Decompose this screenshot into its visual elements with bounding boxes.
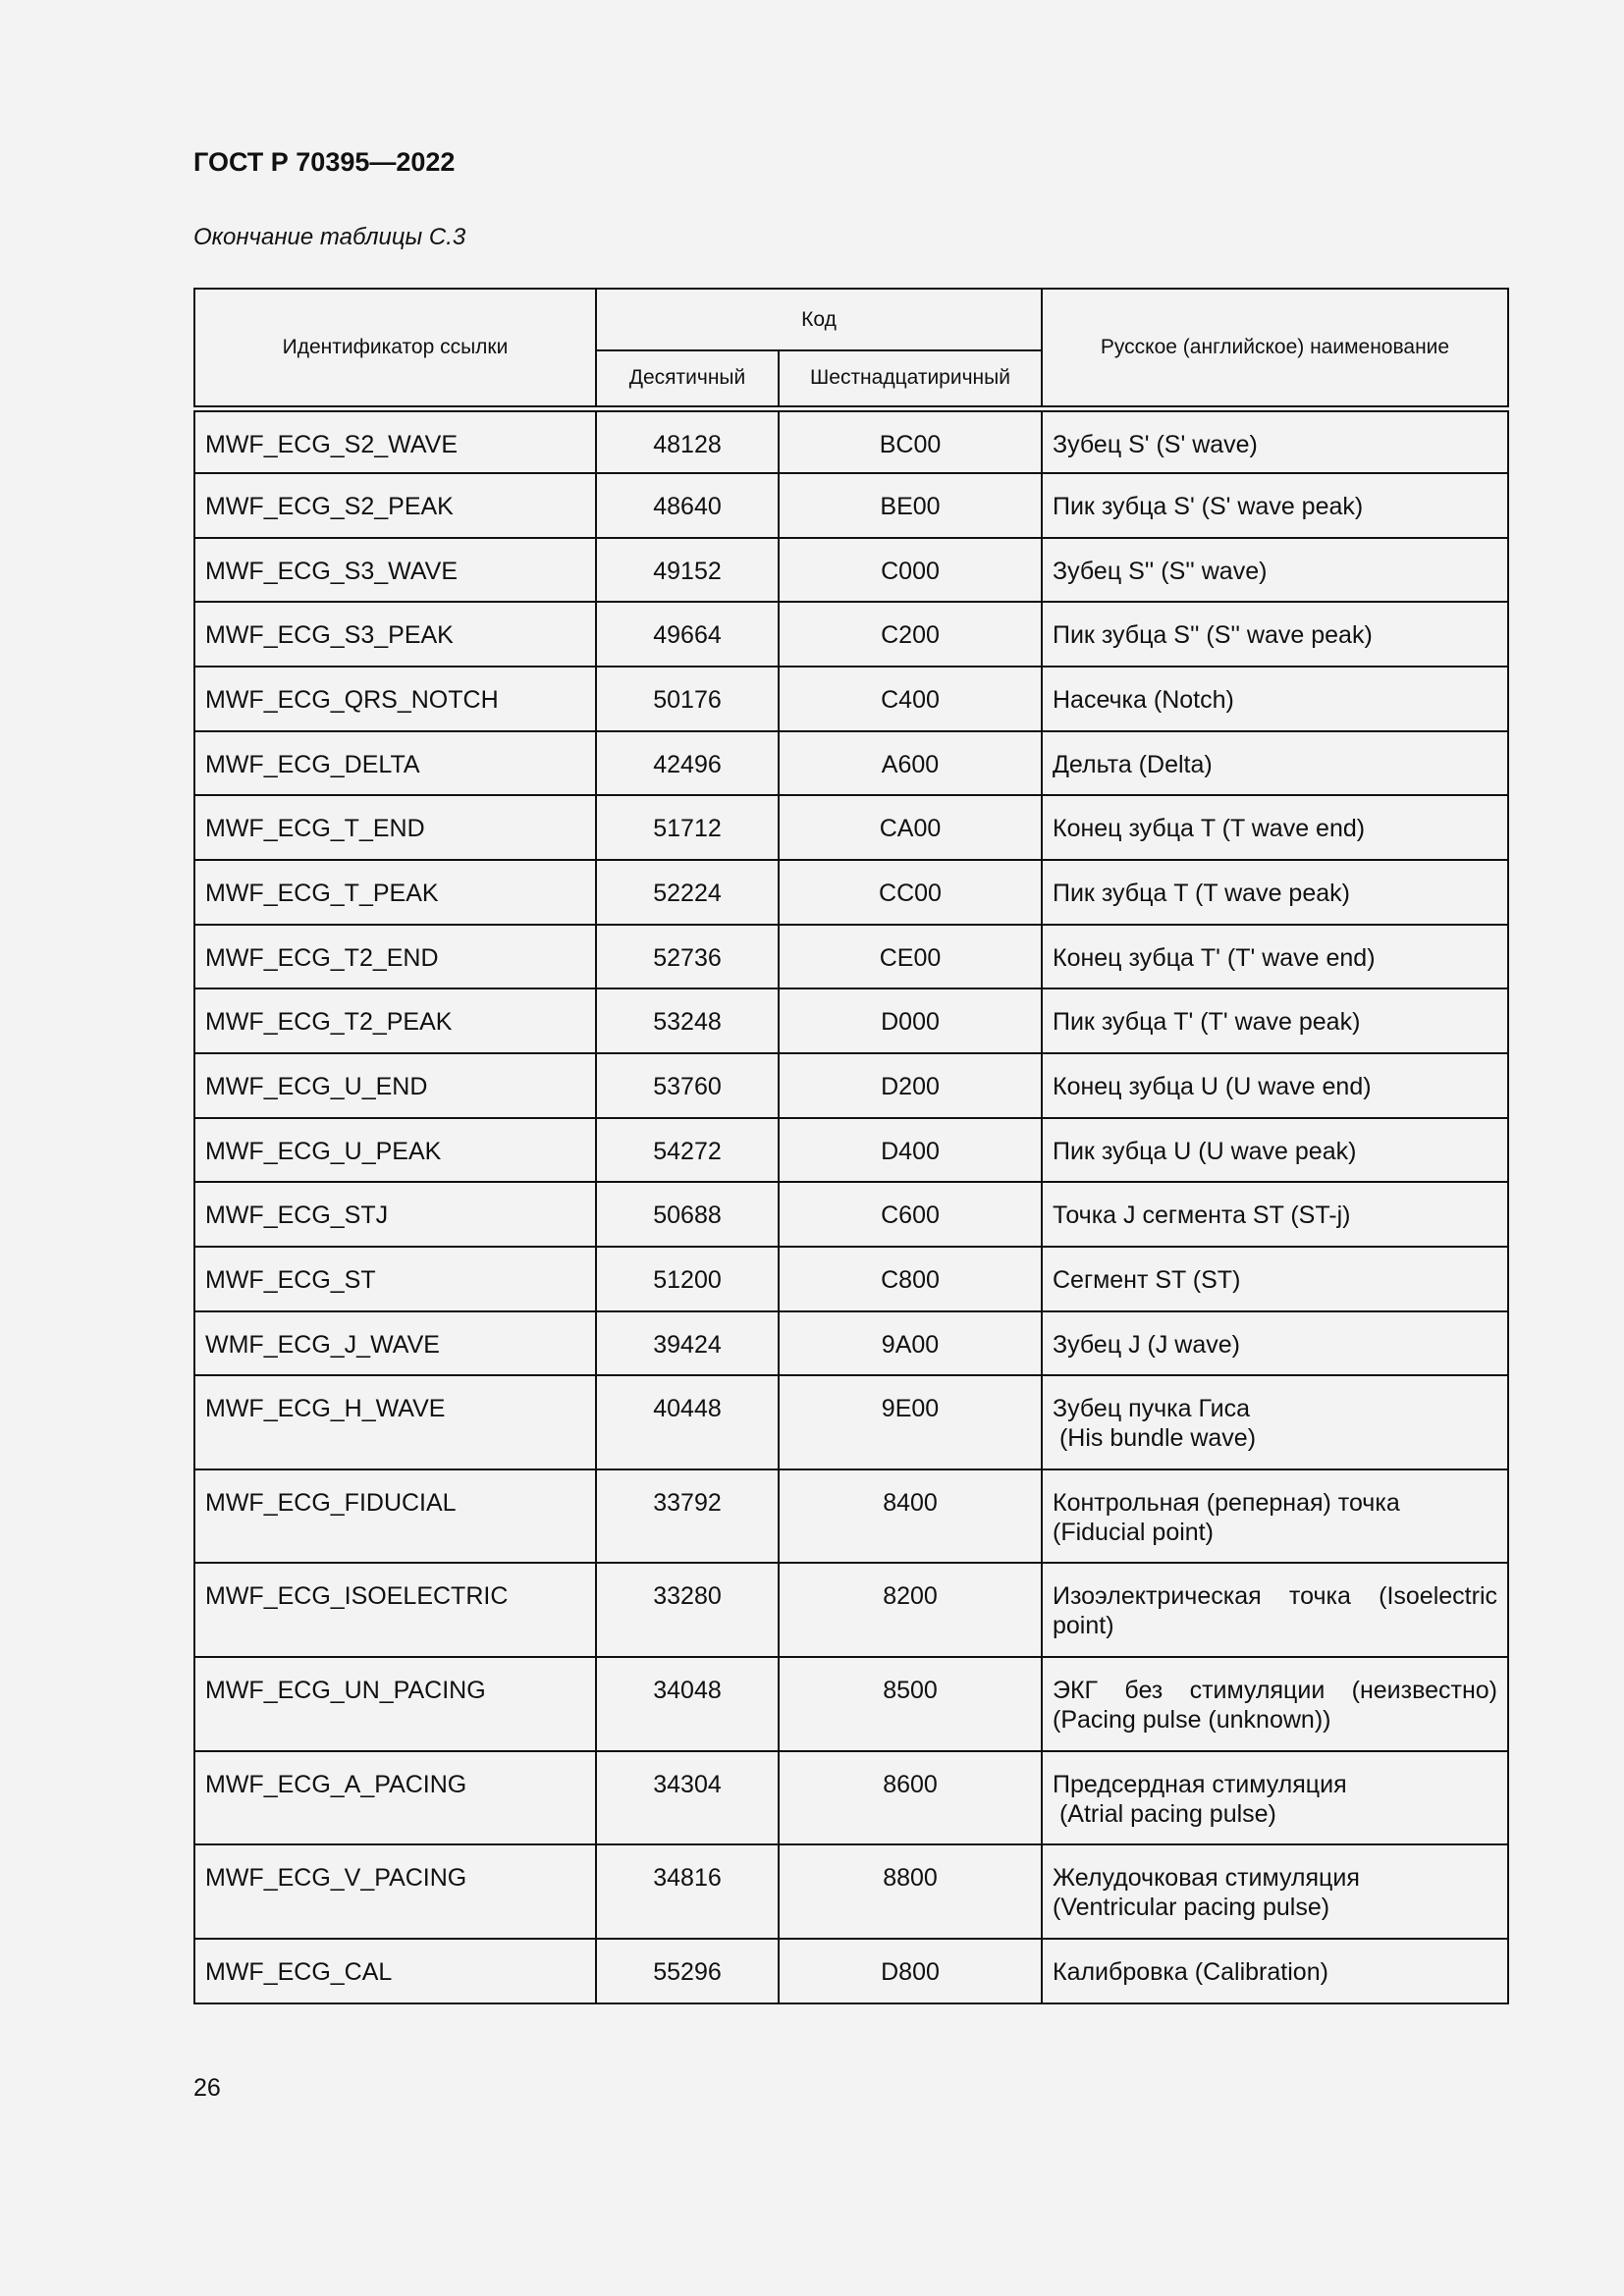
cell-hex: D200 xyxy=(779,1053,1042,1118)
table-row xyxy=(194,795,1508,860)
cell-name: ЭКГ без стимуляции (неизвестно) (Pacing pulse (unknown)) xyxy=(1042,1657,1508,1751)
cell-name: Сегмент ST (ST) xyxy=(1042,1247,1508,1311)
cell-decimal: 34304 xyxy=(596,1751,779,1844)
table-row xyxy=(194,538,1508,602)
table-header xyxy=(194,289,1508,408)
cell-name: Зубец S' (S' wave) xyxy=(1042,408,1508,473)
cell-hex: 8400 xyxy=(779,1469,1042,1563)
table-row xyxy=(194,1182,1508,1247)
cell-decimal: 50688 xyxy=(596,1182,779,1247)
cell-name: Изоэлектрическая точка (Isoelectric point) xyxy=(1042,1563,1508,1657)
cell-identifier: MWF_ECG_ISOELECTRIC xyxy=(194,1563,596,1657)
cell-decimal: 49664 xyxy=(596,602,779,667)
header-hex: Шестнадцатиричный xyxy=(779,350,1042,408)
cell-name-line: Зубец пучка Гиса xyxy=(1053,1395,1250,1422)
table-row xyxy=(194,408,1508,473)
table-row xyxy=(194,1375,1508,1469)
cell-name-line: Желудочковая стимуляция xyxy=(1053,1864,1360,1892)
cell-decimal: 50176 xyxy=(596,667,779,731)
cell-identifier: MWF_ECG_A_PACING xyxy=(194,1751,596,1844)
table-row xyxy=(194,667,1508,731)
table-body xyxy=(194,408,1508,2003)
table-row xyxy=(194,602,1508,667)
cell-identifier: MWF_ECG_S2_PEAK xyxy=(194,473,596,538)
cell-name: Пик зубца S'' (S'' wave peak) xyxy=(1042,602,1508,667)
cell-identifier: MWF_ECG_FIDUCIAL xyxy=(194,1469,596,1563)
cell-decimal: 34816 xyxy=(596,1844,779,1939)
cell-name xyxy=(1042,1751,1508,1844)
cell-hex: 8800 xyxy=(779,1844,1042,1939)
cell-hex: D000 xyxy=(779,988,1042,1053)
table-row xyxy=(194,1247,1508,1311)
cell-name xyxy=(1042,1469,1508,1563)
cell-name: Конец зубца T (T wave end) xyxy=(1042,795,1508,860)
cell-decimal: 54272 xyxy=(596,1118,779,1182)
cell-name: Калибровка (Calibration) xyxy=(1042,1939,1508,2003)
table-row xyxy=(194,1469,1508,1563)
document-title: ГОСТ Р 70395—2022 xyxy=(193,147,456,177)
cell-hex: 8600 xyxy=(779,1751,1042,1844)
cell-identifier: MWF_ECG_V_PACING xyxy=(194,1844,596,1939)
cell-decimal: 48128 xyxy=(596,408,779,473)
cell-name: Пик зубца T (T wave peak) xyxy=(1042,860,1508,925)
cell-hex: D400 xyxy=(779,1118,1042,1182)
cell-hex: D800 xyxy=(779,1939,1042,2003)
table-caption: Окончание таблицы С.3 xyxy=(193,224,466,250)
header-identifier: Идентификатор ссылки xyxy=(194,289,596,408)
cell-name-line: (His bundle wave) xyxy=(1053,1424,1257,1452)
table-row xyxy=(194,1311,1508,1375)
cell-name: Пик зубца T' (T' wave peak) xyxy=(1042,988,1508,1053)
table-row xyxy=(194,860,1508,925)
cell-name-line: (Atrial pacing pulse) xyxy=(1053,1800,1276,1828)
cell-hex: CC00 xyxy=(779,860,1042,925)
cell-identifier: MWF_ECG_H_WAVE xyxy=(194,1375,596,1469)
cell-hex: A600 xyxy=(779,731,1042,795)
cell-hex: 9E00 xyxy=(779,1375,1042,1469)
cell-identifier: MWF_ECG_S3_WAVE xyxy=(194,538,596,602)
table-row xyxy=(194,731,1508,795)
cell-decimal: 51712 xyxy=(596,795,779,860)
cell-identifier: MWF_ECG_T2_END xyxy=(194,925,596,988)
cell-identifier: MWF_ECG_DELTA xyxy=(194,731,596,795)
cell-identifier: MWF_ECG_QRS_NOTCH xyxy=(194,667,596,731)
cell-hex: C400 xyxy=(779,667,1042,731)
cell-identifier: MWF_ECG_S3_PEAK xyxy=(194,602,596,667)
cell-identifier: MWF_ECG_U_END xyxy=(194,1053,596,1118)
cell-hex: BE00 xyxy=(779,473,1042,538)
cell-identifier: MWF_ECG_STJ xyxy=(194,1182,596,1247)
cell-identifier: MWF_ECG_S2_WAVE xyxy=(194,408,596,473)
cell-decimal: 33792 xyxy=(596,1469,779,1563)
cell-identifier: MWF_ECG_U_PEAK xyxy=(194,1118,596,1182)
cell-name: Зубец J (J wave) xyxy=(1042,1311,1508,1375)
cell-decimal: 52224 xyxy=(596,860,779,925)
page-number: 26 xyxy=(193,2074,221,2102)
cell-decimal: 33280 xyxy=(596,1563,779,1657)
table-row xyxy=(194,1751,1508,1844)
cell-hex: C200 xyxy=(779,602,1042,667)
cell-hex: 9A00 xyxy=(779,1311,1042,1375)
cell-name-line: (Fiducial point) xyxy=(1053,1519,1214,1546)
cell-identifier: MWF_ECG_T_END xyxy=(194,795,596,860)
cell-decimal: 55296 xyxy=(596,1939,779,2003)
cell-decimal: 51200 xyxy=(596,1247,779,1311)
cell-decimal: 52736 xyxy=(596,925,779,988)
cell-hex: C800 xyxy=(779,1247,1042,1311)
cell-hex: 8500 xyxy=(779,1657,1042,1751)
header-code: Код xyxy=(596,289,1042,350)
cell-name: Насечка (Notch) xyxy=(1042,667,1508,731)
cell-name: Пик зубца S' (S' wave peak) xyxy=(1042,473,1508,538)
cell-decimal: 48640 xyxy=(596,473,779,538)
cell-name xyxy=(1042,1844,1508,1939)
cell-name: Конец зубца T' (T' wave end) xyxy=(1042,925,1508,988)
cell-decimal: 34048 xyxy=(596,1657,779,1751)
cell-decimal: 53760 xyxy=(596,1053,779,1118)
reference-table xyxy=(193,288,1509,2004)
cell-hex: CE00 xyxy=(779,925,1042,988)
cell-name: Зубец S'' (S'' wave) xyxy=(1042,538,1508,602)
cell-identifier: MWF_ECG_T2_PEAK xyxy=(194,988,596,1053)
cell-name: Конец зубца U (U wave end) xyxy=(1042,1053,1508,1118)
cell-name: Дельта (Delta) xyxy=(1042,731,1508,795)
header-name: Русское (английское) наименование xyxy=(1042,289,1508,408)
cell-identifier: MWF_ECG_UN_PACING xyxy=(194,1657,596,1751)
table-row xyxy=(194,1657,1508,1751)
cell-name-line: Предсердная стимуляция xyxy=(1053,1771,1347,1798)
cell-hex: 8200 xyxy=(779,1563,1042,1657)
table-row xyxy=(194,925,1508,988)
cell-name-line: (Ventricular pacing pulse) xyxy=(1053,1894,1330,1921)
cell-hex: C600 xyxy=(779,1182,1042,1247)
cell-decimal: 39424 xyxy=(596,1311,779,1375)
cell-name-line: Контрольная (реперная) точка xyxy=(1053,1489,1400,1517)
table-row xyxy=(194,1053,1508,1118)
cell-decimal: 40448 xyxy=(596,1375,779,1469)
cell-identifier: WMF_ECG_J_WAVE xyxy=(194,1311,596,1375)
cell-hex: CA00 xyxy=(779,795,1042,860)
table-row xyxy=(194,1939,1508,2003)
cell-decimal: 42496 xyxy=(596,731,779,795)
cell-name: Пик зубца U (U wave peak) xyxy=(1042,1118,1508,1182)
table-row xyxy=(194,1563,1508,1657)
cell-identifier: MWF_ECG_T_PEAK xyxy=(194,860,596,925)
cell-decimal: 53248 xyxy=(596,988,779,1053)
table-row xyxy=(194,1844,1508,1939)
cell-hex: C000 xyxy=(779,538,1042,602)
cell-name xyxy=(1042,1375,1508,1469)
cell-identifier: MWF_ECG_ST xyxy=(194,1247,596,1311)
table-row xyxy=(194,988,1508,1053)
cell-decimal: 49152 xyxy=(596,538,779,602)
cell-identifier: MWF_ECG_CAL xyxy=(194,1939,596,2003)
table-row xyxy=(194,1118,1508,1182)
cell-name: Точка J сегмента ST (ST-j) xyxy=(1042,1182,1508,1247)
cell-hex: BC00 xyxy=(779,408,1042,473)
header-decimal: Десятичный xyxy=(596,350,779,408)
table-row xyxy=(194,473,1508,538)
